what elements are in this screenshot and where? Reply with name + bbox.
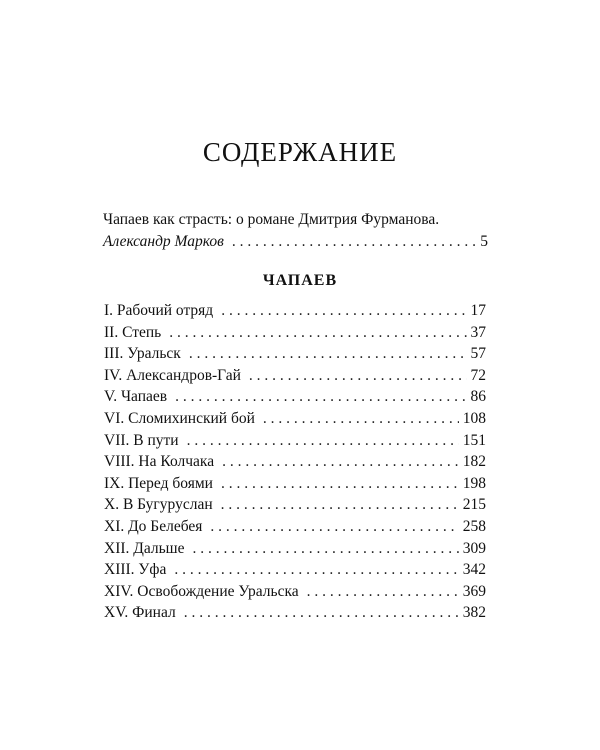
chapter-row — [104, 604, 486, 626]
dot-leader — [221, 302, 466, 320]
intro-entry-title: Чапаев как страсть: о романе Дмитрия Фурманова. — [103, 211, 440, 228]
chapter-title: VII. В пути — [104, 431, 179, 449]
dot-leader — [263, 410, 459, 428]
chapter-page: 382 — [462, 604, 486, 622]
chapter-row — [104, 410, 486, 432]
chapter-row — [104, 453, 486, 475]
chapter-row — [104, 540, 486, 562]
dot-leader — [249, 367, 467, 385]
chapter-page: 108 — [462, 409, 486, 427]
section-title: ЧАПАЕВ — [262, 272, 338, 289]
chapter-title: XIII. Уфа — [104, 561, 167, 579]
dot-leader — [221, 475, 459, 493]
chapter-row — [104, 583, 486, 605]
chapter-row — [104, 324, 486, 346]
chapter-row — [104, 496, 486, 518]
chapter-title: III. Уральск — [104, 345, 181, 363]
chapter-page: 151 — [462, 431, 486, 449]
chapter-page: 342 — [462, 561, 486, 579]
dot-leader — [175, 388, 466, 406]
chapter-title: XI. До Белебея — [104, 517, 203, 535]
chapter-title: XII. Дальше — [104, 539, 185, 557]
dot-leader — [210, 518, 458, 536]
intro-entry-author-row — [103, 233, 488, 251]
chapter-page: 215 — [462, 496, 486, 514]
intro-entry-page: 5 — [480, 233, 488, 250]
intro-entry-author: Александр Марков — [103, 233, 224, 250]
chapter-row — [104, 388, 486, 410]
dot-leader — [169, 324, 466, 342]
chapter-page: 258 — [462, 517, 486, 535]
dot-leader — [187, 432, 459, 450]
chapter-title: II. Степь — [104, 323, 162, 341]
chapter-row — [104, 432, 486, 454]
chapter-title: XV. Финал — [104, 604, 176, 622]
chapter-list — [104, 302, 486, 626]
chapter-page: 72 — [470, 366, 486, 384]
chapter-page: 369 — [462, 582, 486, 600]
chapter-row — [104, 518, 486, 540]
chapter-page: 182 — [462, 453, 486, 471]
dot-leader — [307, 583, 459, 601]
chapter-title: V. Чапаев — [104, 388, 168, 406]
dot-leader — [189, 345, 467, 363]
chapter-page: 57 — [470, 345, 486, 363]
dot-leader — [192, 540, 458, 558]
chapter-page: 17 — [470, 302, 486, 319]
chapter-page: 37 — [470, 323, 486, 341]
chapter-title: VIII. На Колчака — [104, 453, 215, 471]
dot-leader — [174, 561, 458, 579]
chapter-title: IX. Перед боями — [104, 474, 213, 492]
dot-leader — [232, 233, 476, 251]
chapter-row — [104, 367, 486, 389]
page-title: СОДЕРЖАНИЕ — [202, 137, 398, 167]
chapter-title: VI. Сломихинский бой — [104, 409, 255, 427]
chapter-row — [104, 345, 486, 367]
dot-leader — [184, 604, 459, 622]
dot-leader — [222, 453, 459, 471]
chapter-page: 198 — [462, 474, 486, 492]
chapter-title: IV. Александров-Гай — [104, 366, 241, 384]
chapter-row — [104, 561, 486, 583]
chapter-row — [104, 302, 486, 324]
dot-leader — [221, 496, 459, 514]
chapter-page: 309 — [462, 539, 486, 557]
chapter-title: I. Рабочий отряд — [104, 302, 214, 319]
chapter-row — [104, 475, 486, 497]
chapter-title: X. В Бугуруслан — [104, 496, 213, 514]
chapter-page: 86 — [470, 388, 486, 406]
chapter-title: XIV. Освобождение Уральска — [104, 582, 299, 600]
